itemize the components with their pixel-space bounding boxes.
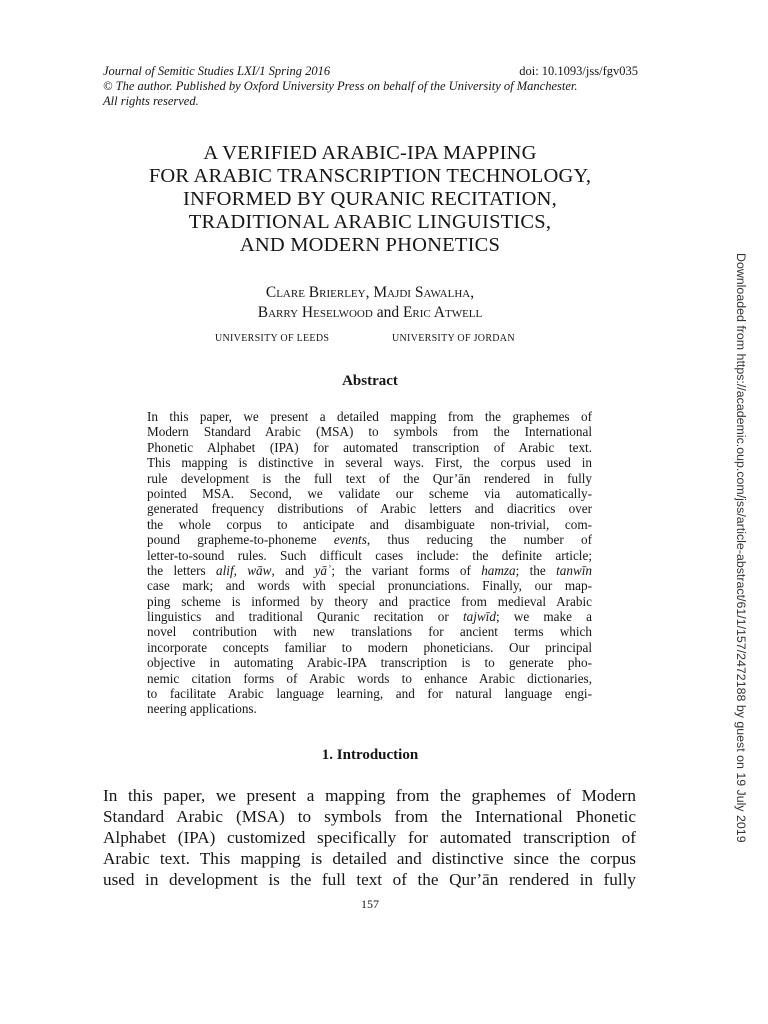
journal-header-row: [103, 64, 638, 79]
italic-term: wāw: [247, 562, 272, 578]
abstract-line: linguistics and traditional Quranic recitation or tajwīd; we make a: [147, 609, 593, 625]
abstract-line: case mark; and words with special pronunciations. Finally, our map-: [147, 578, 592, 594]
italic-term: yāʾ: [314, 562, 332, 578]
abstract-line: the whole corpus to anticipate and disambiguate non-trivial, com-: [147, 516, 592, 532]
abstract-line: pointed MSA. Second, we validate our scheme via automatically-: [147, 485, 592, 501]
abstract-line: to facilitate Arabic language learning, and for natural language engi-: [147, 686, 592, 702]
introduction-body: [103, 785, 636, 890]
doi-link[interactable]: doi: 10.1093/jss/fgv035: [519, 64, 638, 78]
abstract-line: This mapping is distinctive in several ways. First, the corpus used in: [147, 455, 592, 471]
page-number: 157: [361, 897, 379, 911]
title-line: FOR ARABIC TRANSCRIPTION TECHNOLOGY,: [148, 165, 592, 187]
abstract-line: the letters alif, wāw, and yāʾ; the variant forms of hamza; the tanwīn: [147, 562, 592, 578]
abstract-line: ping scheme is informed by theory and practice from medieval Arabic: [147, 593, 592, 609]
body-line: In this paper, we present a mapping from the graphemes of Modern: [103, 786, 636, 805]
rights-notice: All rights reserved.: [103, 94, 199, 108]
affiliation-jordan: UNIVERSITY OF JORDAN: [392, 333, 515, 344]
abstract-line: objective in automating Arabic-IPA transcription is to generate pho-: [147, 655, 592, 671]
body-line: used in development is the full text of the Qur’ān rendered in fully: [103, 870, 636, 889]
abstract-line: In this paper, we present a detailed mapping from the graphemes of: [147, 409, 592, 424]
journal-citation: Journal of Semitic Studies LXI/1 Spring 2016: [103, 64, 331, 78]
body-line: Standard Arabic (MSA) to symbols from the International Phonetic: [103, 807, 636, 826]
italic-term: alif: [216, 562, 234, 578]
abstract-line: Modern Standard Arabic (MSA) to symbols from the International: [147, 424, 592, 440]
italic-term: events: [333, 532, 367, 548]
title-line: A VERIFIED ARABIC-IPA MAPPING: [203, 142, 537, 164]
italic-term: tanwīn: [556, 562, 592, 578]
abstract-line: pound grapheme-to-phoneme events, thus reducing the number of: [147, 532, 592, 548]
abstract-body: [147, 409, 592, 717]
download-watermark[interactable]: Downloaded from https://academic.oup.com/jss/article-abstract/61/1/157/2472188 by guest on 19 July 2019: [734, 253, 748, 843]
author-line: Clare Brierley, Majdi Sawalha,: [265, 284, 475, 301]
title-line: TRADITIONAL ARABIC LINGUISTICS,: [188, 211, 552, 233]
abstract-line: rule development is the full text of the Qur’ān rendered in fully: [147, 470, 592, 486]
journal-header: [103, 64, 638, 109]
abstract-line: nemic citation forms of Arabic words to enhance Arabic dictionaries,: [147, 670, 592, 686]
abstract-line: generated frequency distributions of Arabic letters and diacritics over: [147, 501, 592, 517]
author-list: [100, 283, 640, 323]
abstract-line: incorporate concepts familiar to modern phoneticians. Our principal: [147, 639, 592, 655]
copyright-notice: © The author. Published by Oxford University Press on behalf of the University of Manchester.: [103, 79, 578, 93]
abstract-line: novel contribution with new translations for ancient terms which: [147, 624, 592, 640]
abstract-heading: Abstract: [342, 373, 398, 389]
section-heading-introduction: 1. Introduction: [321, 747, 419, 763]
author-name: Barry Heselwood: [257, 304, 373, 321]
body-line: Arabic text. This mapping is detailed and distinctive since the corpus: [103, 849, 636, 868]
author-line: [100, 303, 640, 323]
title-line: AND MODERN PHONETICS: [239, 234, 501, 256]
italic-term: hamza: [481, 562, 516, 578]
italic-term: tajwīd: [462, 609, 496, 625]
article-title: [100, 142, 640, 257]
author-conjunction: and: [372, 304, 403, 321]
abstract-line: neering applications.: [147, 701, 257, 717]
abstract-line: letter-to-sound rules. Such difficult cases include: the definite article;: [147, 547, 592, 563]
author-name: Eric Atwell: [402, 304, 483, 321]
abstract-line: Phonetic Alphabet (IPA) for automated transcription of Arabic text.: [147, 439, 592, 455]
title-line: INFORMED BY QURANIC RECITATION,: [183, 188, 557, 210]
body-line: Alphabet (IPA) customized specifically for automated transcription of: [103, 828, 636, 847]
affiliation-leeds: UNIVERSITY OF LEEDS: [215, 333, 330, 344]
